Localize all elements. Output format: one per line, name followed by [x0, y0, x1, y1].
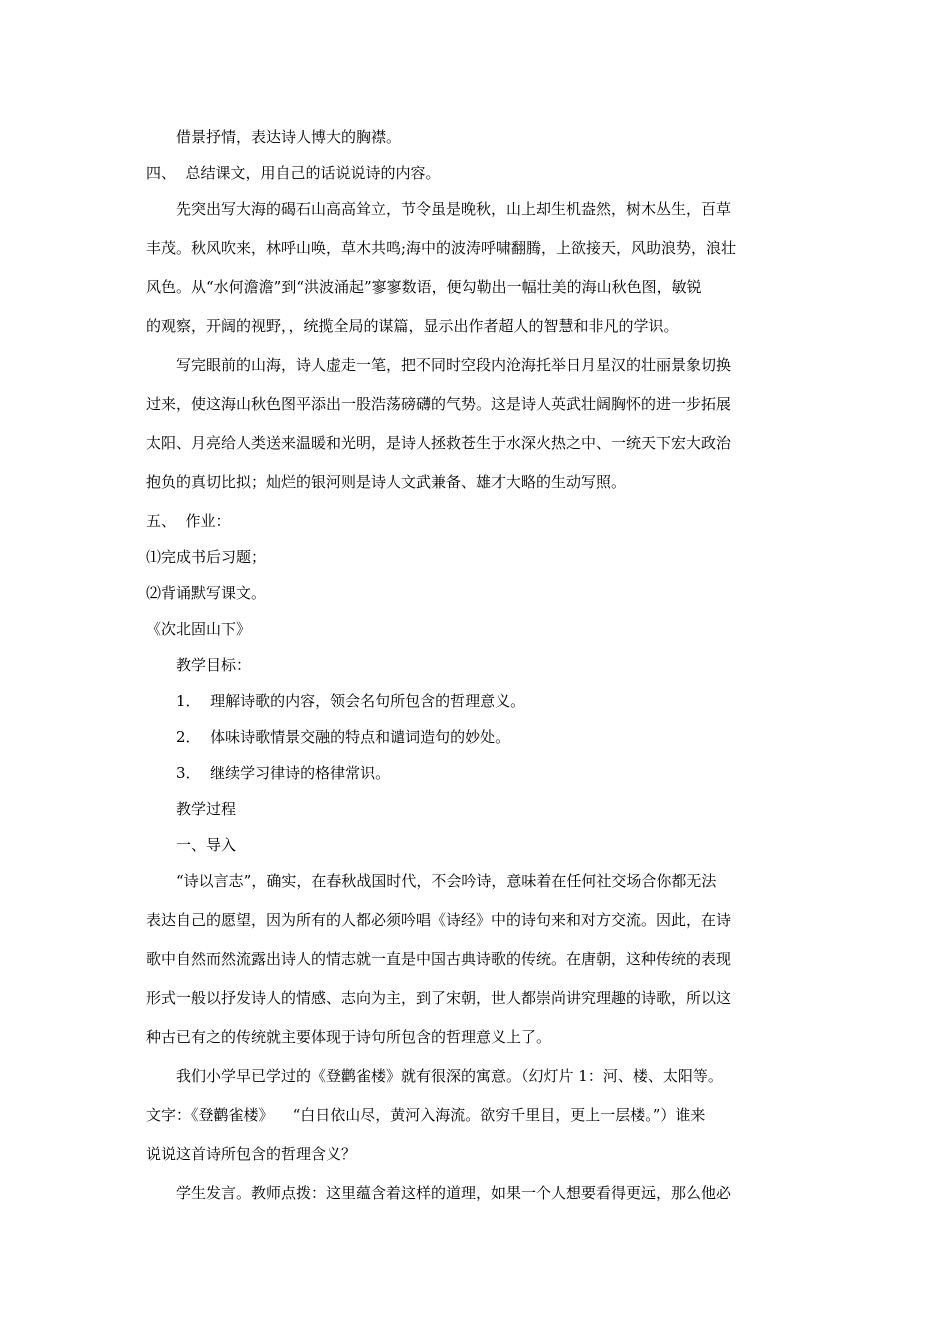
paragraph-line: 先突出写大海的碣石山高高耸立，节令虽是晚秋，山上却生机盎然，树木丛生，百草 — [176, 200, 732, 218]
paragraph-line: 丰茂。秋风吹来，林呼山唤，草木共鸣;海中的波涛呼啸翻腾，上欲接天，风助浪势，浪壮 — [146, 239, 737, 257]
subheading: 教学目标： — [176, 656, 252, 674]
paragraph-line: 歌中自然而然流露出诗人的情志就一直是中国古典诗歌的传统。在唐朝，这种传统的表现 — [146, 950, 732, 968]
paragraph-line: 文字：《登鹳雀楼》 “白日依山尽，黄河入海流。欲穷千里目，更上一层楼。”）谁来 — [146, 1106, 706, 1124]
list-item: ⑴完成书后习题； — [146, 548, 267, 566]
subheading: 教学过程 — [176, 800, 237, 818]
paragraph-line: “诗以言志”，确实，在春秋战国时代，不会吟诗，意味着在任何社交场合你都无法 — [176, 872, 717, 890]
paragraph-line: 学生发言。教师点拨：这里蕴含着这样的道理，如果一个人想要看得更远，那么他必 — [176, 1184, 732, 1202]
paragraph-line: 过来，使这海山秋色图平添出一股浩荡磅礴的气势。这是诗人英武壮阔胸怀的进一步拓展 — [146, 395, 732, 413]
subheading: 一、导入 — [176, 836, 237, 854]
paragraph-line: 风色。从“水何澹澹”到“洪波涌起”寥寥数语，便勾勒出一幅壮美的海山秋色图，敏锐 — [146, 278, 702, 296]
paragraph-line: 太阳、月亮给人类送来温暖和光明，是诗人拯救苍生于水深火热之中、一统天下宏大政治 — [146, 434, 732, 452]
paragraph-line: 的观察，开阔的视野，，统揽全局的谋篇，显示出作者超人的智慧和非凡的学识。 — [146, 317, 679, 335]
lesson-title: 《次北固山下》 — [146, 620, 252, 638]
paragraph-line: 种古已有之的传统就主要体现于诗句所包含的哲理意义上了。 — [146, 1028, 552, 1046]
section-heading: 五、 作业： — [146, 512, 231, 530]
paragraph-line: 我们小学早已学过的《登鹳雀楼》就有很深的寓意。（幻灯片 1：河、楼、太阳等。 — [176, 1067, 723, 1085]
paragraph-line: 抱负的真切比拟；灿烂的银河则是诗人文武兼备、雄才大略的生动写照。 — [146, 473, 627, 491]
section-heading: 四、 总结课文，用自己的话说说诗的内容。 — [146, 164, 441, 182]
list-item: 1． 理解诗歌的内容，领会名句所包含的哲理意义。 — [176, 692, 526, 710]
paragraph-line: 说说这首诗所包含的哲理含义？ — [146, 1145, 357, 1163]
paragraph-line: 形式一般以抒发诗人的情感、志向为主，到了宋朝，世人都崇尚讲究理趣的诗歌，所以这 — [146, 989, 732, 1007]
paragraph-line: 表达自己的愿望，因为所有的人都必须吟唱《诗经》中的诗句来和对方交流。因此，在诗 — [146, 911, 732, 929]
text-line: 借景抒情，表达诗人博大的胸襟。 — [176, 128, 402, 146]
list-item: 2． 体味诗歌情景交融的特点和谴词造句的妙处。 — [176, 728, 511, 746]
list-item: 3． 继续学习律诗的格律常识。 — [176, 764, 391, 782]
paragraph-line: 写完眼前的山海，诗人虚走一笔，把不同时空段内沧海托举日月星汉的壮丽景象切换 — [176, 356, 732, 374]
list-item: ⑵背诵默写课文。 — [146, 584, 267, 602]
